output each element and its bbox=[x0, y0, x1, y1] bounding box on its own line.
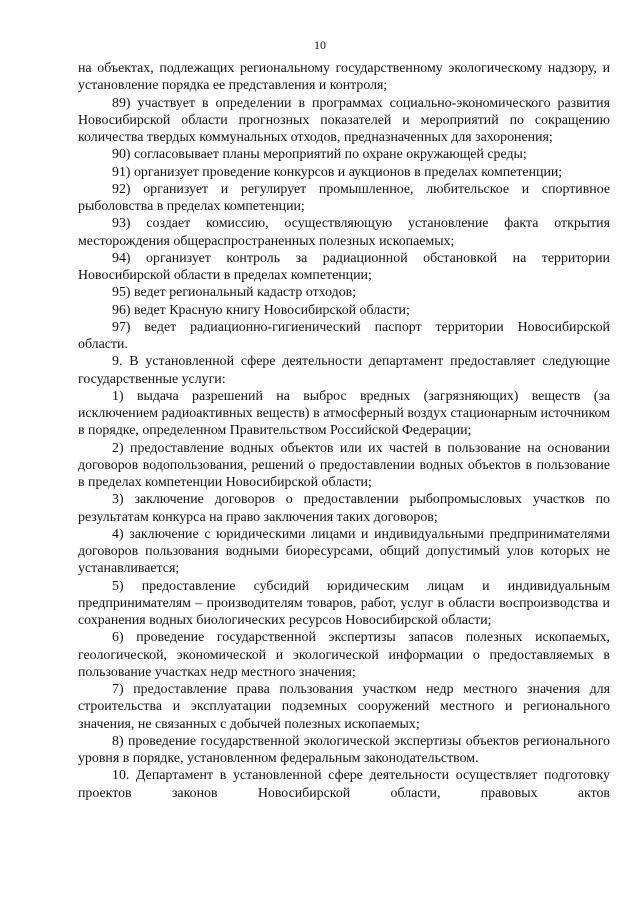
paragraph: 96) ведет Красную книгу Новосибирской области; bbox=[112, 302, 410, 318]
paragraph: 2) предоставление водных объектов или их частей в пользование на основании договоров водопользования, решений о предоставлении водных объектов в пользование в пределах компетенции Новосибирской области; bbox=[78, 440, 610, 490]
document-body bbox=[78, 60, 610, 802]
paragraph: 10. Департамент в установленной сфере деятельности осуществляет подготовку проектов законов Новосибирской области, правовых актов bbox=[78, 768, 610, 801]
paragraph: 91) организует проведение конкурсов и аукционов в пределах компетенции; bbox=[112, 164, 563, 180]
paragraph: 4) заключение с юридическими лицами и индивидуальными предпринимателями договоров пользования водными биоресурсами, общий допустимый улов которых не устанавливается; bbox=[78, 526, 610, 577]
paragraph: 6) проведение государственной экспертизы запасов полезных ископаемых, геологической, экономической и экологической информации о предоставляемых в пользование участках недр местного значения; bbox=[78, 630, 610, 680]
page-number: 10 bbox=[314, 38, 326, 52]
paragraph: 5) предоставление субсидий юридическим лицам и индивидуальным предпринимателям – производителям товаров, работ, услуг в области воспроизводства и сохранения водных биологических ресурсов Новосибирской области; bbox=[78, 578, 610, 628]
paragraph: 94) организует контроль за радиационной обстановкой на территории Новосибирской области в пределах компетенции; bbox=[78, 250, 610, 283]
paragraph: 93) создает комиссию, осуществляющую установление факта открытия месторождения общераспространенных полезных ископаемых; bbox=[78, 216, 610, 249]
paragraph: 89) участвует в определении в программах социально-экономического развития Новосибирской области прогнозных показателей и мероприятий по сокращению количества твердых коммунальных отходов, предназначенных для захоронения; bbox=[78, 95, 610, 145]
paragraph: 92) организует и регулирует промышленное, любительское и спортивное рыболовства в пределах компетенции; bbox=[78, 181, 610, 214]
paragraph: 1) выдача разрешений на выброс вредных (загрязняющих) веществ (за исключением радиоактивных веществ) в атмосферный воздух стационарным источником в порядке, определенном Правительством Российской Федерации; bbox=[78, 388, 610, 439]
paragraph: 7) предоставление права пользования участком недр местного значения для строительства и эксплуатации подземных сооружений местного и регионального значения, не связанных с добычей полезных ископаемых; bbox=[78, 682, 610, 732]
paragraph: 90) согласовывает планы мероприятий по охране окружающей среды; bbox=[112, 147, 527, 163]
paragraph: 97) ведет радиационно-гигиенический паспорт территории Новосибирской области. bbox=[78, 319, 610, 352]
paragraph: 9. В установленной сфере деятельности департамент предоставляет следующие государственные услуги: bbox=[78, 354, 610, 387]
paragraph: 8) проведение государственной экологической экспертизы объектов регионального уровня в порядке, установленном федеральным законодательством. bbox=[78, 733, 610, 766]
paragraph: на объектах, подлежащих региональному государственному экологическому надзору, и установление порядка ее представления и контроля; bbox=[78, 61, 610, 94]
paragraph: 95) ведет региональный кадастр отходов; bbox=[112, 285, 357, 301]
paragraph: 3) заключение договоров о предоставлении рыбопромысловых участков по результатам конкурса на право заключения таких договоров; bbox=[78, 492, 610, 525]
